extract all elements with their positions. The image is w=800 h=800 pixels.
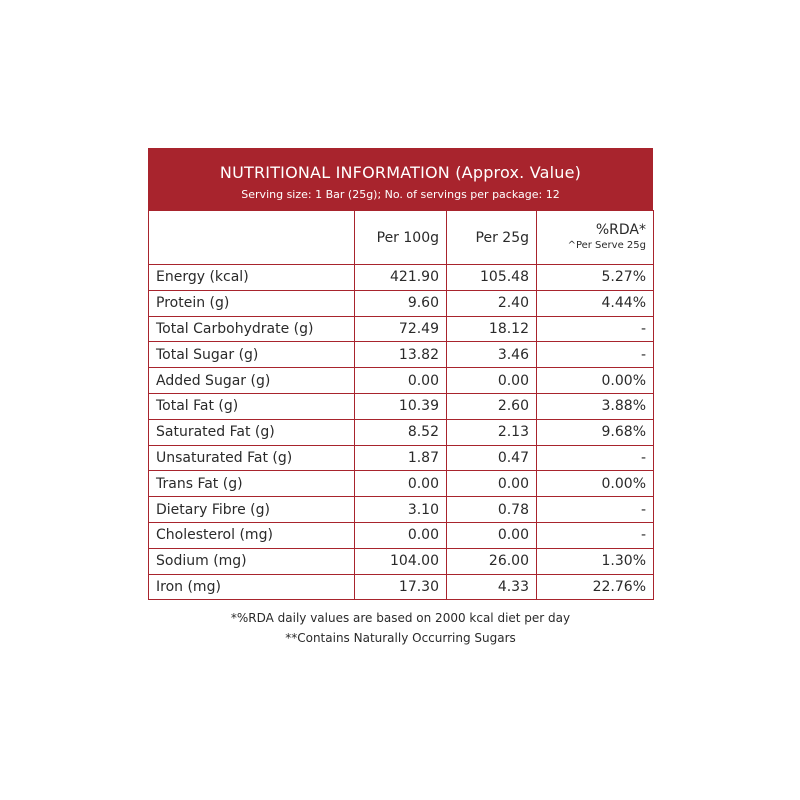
table-row <box>149 471 654 497</box>
table-row <box>149 445 654 471</box>
value-per-25g: 26.00 <box>447 548 537 574</box>
nutrient-name: Cholesterol (mg) <box>149 522 355 548</box>
table-row <box>149 393 654 419</box>
value-rda: 3.88% <box>537 393 654 419</box>
nutrient-name: Protein (g) <box>149 290 355 316</box>
value-per-100g: 421.90 <box>355 265 447 291</box>
value-per-25g: 4.33 <box>447 574 537 600</box>
value-rda: - <box>537 342 654 368</box>
value-per-25g: 0.78 <box>447 497 537 523</box>
nutrient-name: Dietary Fibre (g) <box>149 497 355 523</box>
footnote-sugars: **Contains Naturally Occurring Sugars <box>285 631 516 646</box>
value-rda: 1.30% <box>537 548 654 574</box>
value-per-25g: 0.00 <box>447 522 537 548</box>
value-per-100g: 0.00 <box>355 471 447 497</box>
value-rda: - <box>537 497 654 523</box>
footnote-rda: *%RDA daily values are based on 2000 kcal diet per day <box>230 611 571 626</box>
value-per-100g: 0.00 <box>355 522 447 548</box>
table-row <box>149 265 654 291</box>
column-header-row <box>149 211 654 265</box>
rda-sub-label: ^Per Serve 25g <box>567 240 646 251</box>
nutrition-table <box>148 210 654 600</box>
value-per-25g: 2.13 <box>447 419 537 445</box>
column-header-nutrient <box>149 211 355 265</box>
nutrition-rows <box>149 265 654 600</box>
nutrient-name: Energy (kcal) <box>149 265 355 291</box>
table-row <box>149 342 654 368</box>
value-per-100g: 72.49 <box>355 316 447 342</box>
rda-label: %RDA* <box>595 222 646 238</box>
table-row <box>149 497 654 523</box>
value-rda: - <box>537 445 654 471</box>
nutrition-panel <box>148 148 653 648</box>
value-per-25g: 3.46 <box>447 342 537 368</box>
table-row <box>149 316 654 342</box>
value-rda: 4.44% <box>537 290 654 316</box>
value-per-100g: 10.39 <box>355 393 447 419</box>
value-rda: 9.68% <box>537 419 654 445</box>
value-rda: 0.00% <box>537 471 654 497</box>
value-per-100g: 0.00 <box>355 368 447 394</box>
nutrient-name: Trans Fat (g) <box>149 471 355 497</box>
nutrient-name: Unsaturated Fat (g) <box>149 445 355 471</box>
nutrient-name: Total Fat (g) <box>149 393 355 419</box>
value-per-25g: 105.48 <box>447 265 537 291</box>
footnotes <box>148 608 653 648</box>
value-per-100g: 3.10 <box>355 497 447 523</box>
nutrition-header <box>148 148 653 210</box>
table-row <box>149 548 654 574</box>
value-per-25g: 0.00 <box>447 471 537 497</box>
column-header-per-25g: Per 25g <box>447 211 537 265</box>
column-header-per-100g: Per 100g <box>355 211 447 265</box>
value-per-100g: 1.87 <box>355 445 447 471</box>
nutrient-name: Saturated Fat (g) <box>149 419 355 445</box>
table-row <box>149 574 654 600</box>
nutrient-name: Added Sugar (g) <box>149 368 355 394</box>
value-rda: 5.27% <box>537 265 654 291</box>
table-row <box>149 522 654 548</box>
value-per-25g: 0.00 <box>447 368 537 394</box>
nutrient-name: Total Sugar (g) <box>149 342 355 368</box>
column-header-rda <box>537 211 654 265</box>
table-row <box>149 368 654 394</box>
value-per-100g: 8.52 <box>355 419 447 445</box>
nutrition-title: NUTRITIONAL INFORMATION (Approx. Value) <box>219 163 582 182</box>
table-row <box>149 419 654 445</box>
value-rda: - <box>537 522 654 548</box>
serving-info: Serving size: 1 Bar (25g); No. of servings per package: 12 <box>241 188 560 201</box>
table-row <box>149 290 654 316</box>
value-per-100g: 104.00 <box>355 548 447 574</box>
nutrient-name: Sodium (mg) <box>149 548 355 574</box>
nutrient-name: Iron (mg) <box>149 574 355 600</box>
value-per-100g: 9.60 <box>355 290 447 316</box>
value-per-25g: 0.47 <box>447 445 537 471</box>
nutrient-name: Total Carbohydrate (g) <box>149 316 355 342</box>
value-per-100g: 13.82 <box>355 342 447 368</box>
value-rda: 0.00% <box>537 368 654 394</box>
value-rda: - <box>537 316 654 342</box>
value-per-25g: 2.40 <box>447 290 537 316</box>
value-per-25g: 18.12 <box>447 316 537 342</box>
value-rda: 22.76% <box>537 574 654 600</box>
value-per-25g: 2.60 <box>447 393 537 419</box>
value-per-100g: 17.30 <box>355 574 447 600</box>
